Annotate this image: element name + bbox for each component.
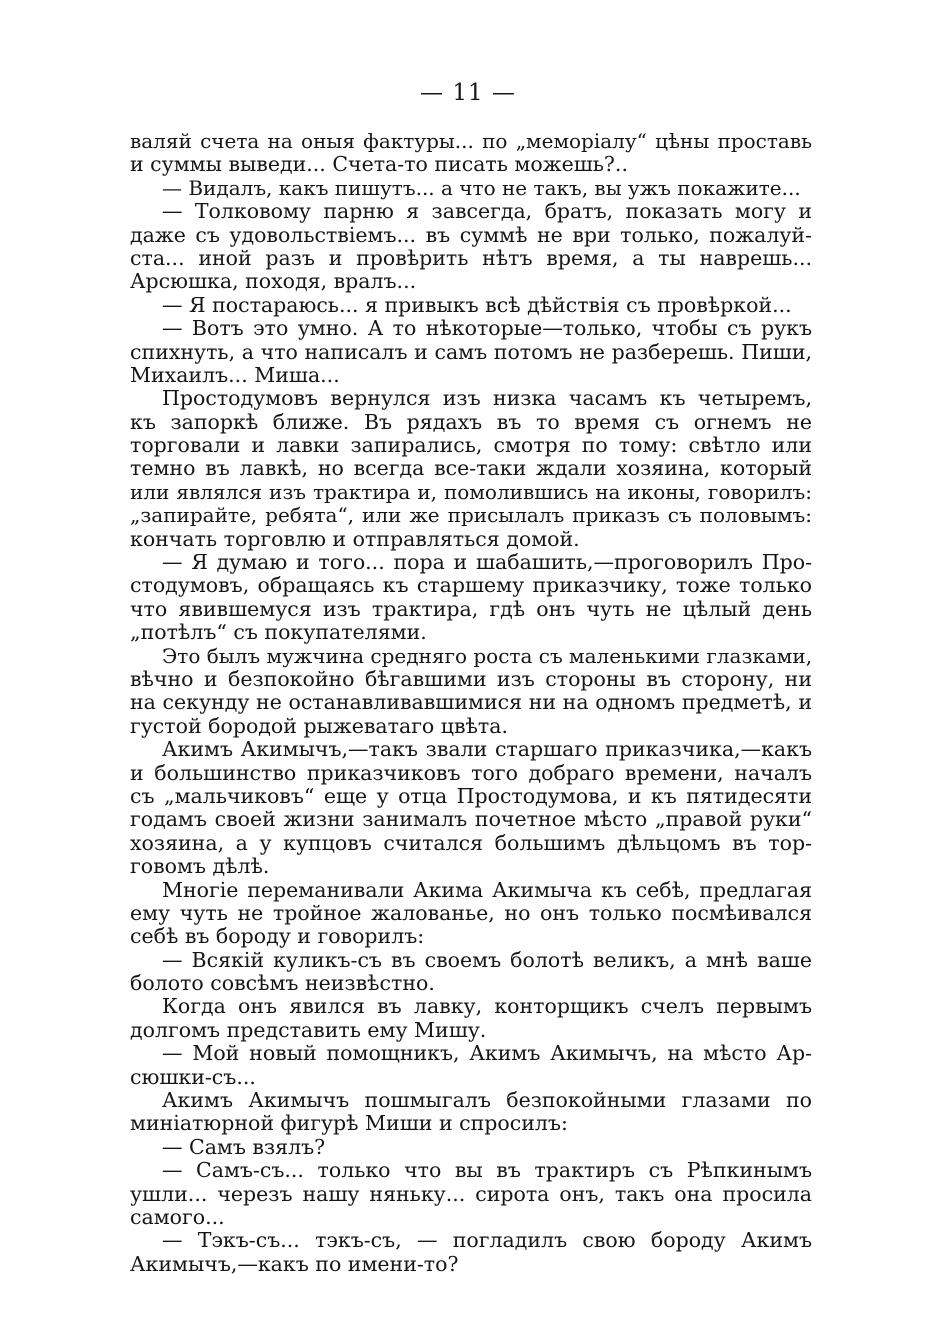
text-line: — Я думаю и того... пора и шабашить,—проговорилъ Про-	[162, 551, 812, 575]
text-line: что явившемуся изъ трактира, гдѣ онъ чуть не цѣлый день	[130, 597, 812, 621]
text-line: или являлся изъ трактира и, помолившись на иконы, говорилъ:	[130, 480, 812, 504]
text-line: „потѣлъ“ съ покупателями.	[130, 621, 427, 645]
text-line: Когда онъ явился въ лавку, конторщикъ счелъ первымъ	[162, 995, 812, 1019]
text-line: и большинство приказчиковъ того добраго времени, началъ	[130, 761, 812, 785]
text-line: — Вотъ это умно. А то нѣкоторые—только, чтобы съ рукъ	[162, 317, 812, 341]
text-line: Акимычъ,—какъ по имени-то?	[130, 1252, 459, 1276]
text-line: густой бородой рыжеватаго цвѣта.	[130, 714, 508, 738]
text-line: — Видалъ, какъ пишутъ... а что не такъ, вы ужъ покажите...	[162, 176, 801, 200]
page-number: — 11 —	[420, 80, 516, 106]
text-line: ушли... черезъ нашу няньку... сирота онъ, такъ она просила	[130, 1182, 812, 1206]
text-line: Михаилъ... Миша...	[130, 363, 340, 387]
text-line: хозяина, а у купцовъ считался большимъ дѣльцомъ въ тор-	[130, 831, 812, 855]
text-line: Многіе переманивали Акима Акимыча къ себѣ, предлагая	[162, 878, 812, 902]
text-line: болото совсѣмъ неизвѣстно.	[130, 972, 435, 996]
text-line: Это былъ мужчина средняго роста съ маленькими глазками,	[162, 644, 812, 668]
text-line: вѣчно и безпокойно бѣгавшими изъ стороны въ сторону, ни	[130, 667, 812, 691]
text-line: даже съ удовольствіемъ... въ суммѣ не ври только, пожалуй-	[130, 223, 812, 247]
text-line: — Самъ взялъ?	[162, 1135, 326, 1159]
text-line: — Тэкъ-съ... тэкъ-съ, — погладилъ свою бороду Акимъ	[162, 1229, 812, 1253]
text-line: спихнуть, а что написалъ и самъ потомъ не разберешь. Пиши,	[130, 340, 812, 364]
text-line: къ запоркѣ ближе. Въ рядахъ въ то время съ огнемъ не	[130, 410, 812, 434]
text-line: — Толковому парню я завсегда, братъ, показать могу и	[162, 200, 812, 224]
text-line: и суммы выведи... Счета-то писать можешь?..	[130, 153, 628, 177]
text-line: самого...	[130, 1205, 225, 1229]
text-line: говомъ дѣлѣ.	[130, 855, 270, 879]
text-line: сюшки-съ...	[130, 1065, 256, 1089]
text-line: стодумовъ, обращаясь къ старшему приказчику, тоже только	[130, 574, 812, 598]
text-line: — Я постараюсь... я привыкъ всѣ дѣйствія съ провѣркой...	[162, 293, 792, 317]
text-line: Акимъ Акимычъ пошмыгалъ безпокойными глазами по	[162, 1089, 812, 1113]
text-line: темно въ лавкѣ, но всегда все-таки ждали хозяина, который	[130, 457, 812, 481]
text-line: Арсюшка, походя, вралъ...	[130, 270, 417, 294]
text-line: ста... иной разъ и провѣрить нѣтъ время, а ты наврешь...	[130, 246, 812, 270]
text-line: валяй счета на оныя фактуры... по „меморіалу“ цѣны проставь	[130, 130, 812, 153]
text-line: миніатюрной фигурѣ Миши и спросилъ:	[130, 1112, 568, 1136]
text-line: Акимъ Акимычъ,—такъ звали старшаго приказчика,—какъ	[162, 738, 812, 762]
text-line: годамъ своей жизни занималъ почетное мѣсто „правой руки“	[130, 808, 812, 832]
text-line: ему чуть не тройное жалованье, но онъ только посмѣивался	[130, 901, 812, 925]
text-line: Простодумовъ вернулся изъ низка часамъ къ четыремъ,	[162, 387, 812, 411]
text-line: — Мой новый помощникъ, Акимъ Акимычъ, на мѣсто Ар-	[162, 1042, 812, 1066]
text-line: — Самъ-съ... только что вы въ трактиръ съ Рѣпкинымъ	[162, 1159, 812, 1183]
text-line: долгомъ представить ему Мишу.	[130, 1018, 487, 1042]
body-text	[130, 130, 812, 1276]
text-line: кончать торговлю и отправляться домой.	[130, 527, 580, 551]
text-line: съ „мальчиковъ“ еще у отца Простодумова, и къ пятидесяти	[130, 784, 812, 808]
text-line: „запирайте, ребята“, или же присылалъ приказъ съ половымъ:	[130, 504, 812, 528]
text-line: на секунду не останавливавшимися ни на одномъ предметѣ, и	[130, 691, 812, 715]
text-line: — Всякій куликъ-съ въ своемъ болотѣ великъ, а мнѣ ваше	[162, 948, 812, 972]
text-line: себѣ въ бороду и говорилъ:	[130, 925, 425, 949]
text-line: торговали и лавки запирались, смотря по тому: свѣтло или	[130, 434, 812, 458]
